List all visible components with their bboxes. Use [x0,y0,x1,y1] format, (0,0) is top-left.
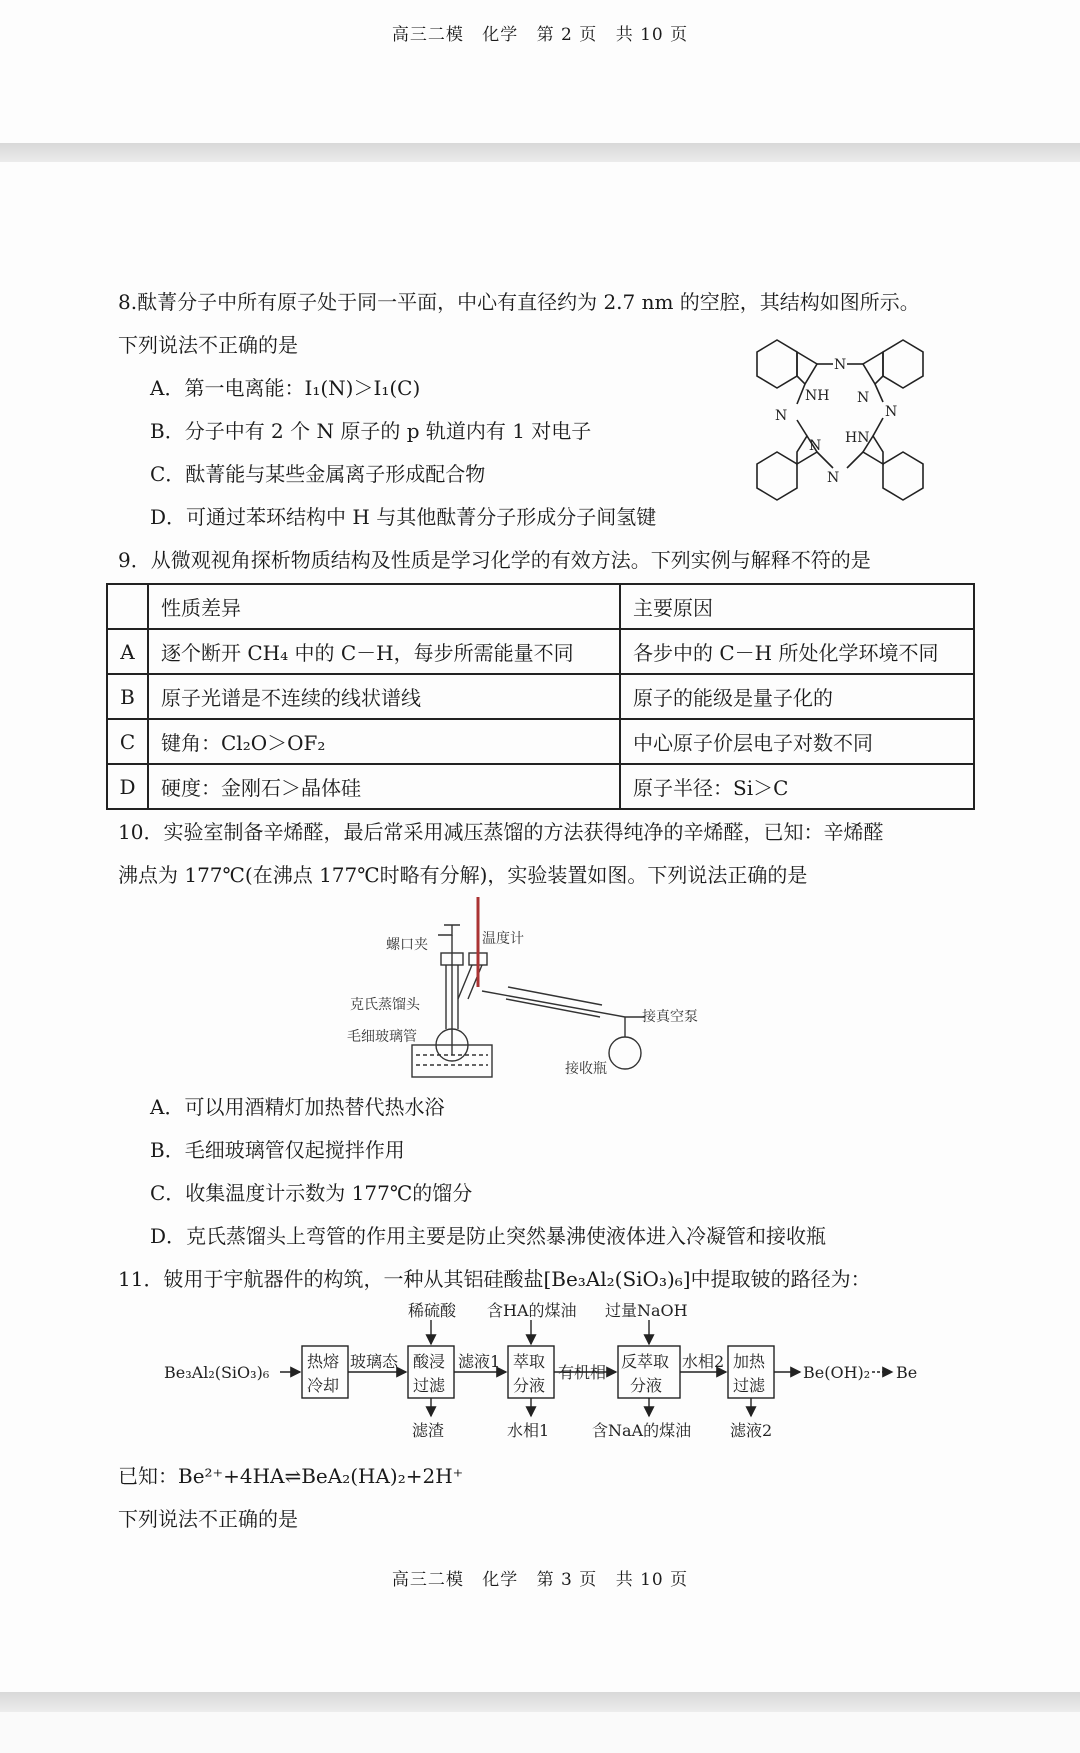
table-header: 性质差异 [148,584,620,629]
flow-box5-line1: 加热 [733,1352,766,1371]
q8-option-d: D．可通过苯环结构中 H 与其他酞菁分子形成分子间氢键 [150,505,657,529]
table-cell-diff: 键角：Cl₂O＞OF₂ [148,719,620,764]
table-cell-key: C [107,719,148,764]
structure-n-top: N [834,357,847,373]
flow-arrow4-label: 水相2 [682,1352,725,1371]
structure-nh: NH [805,388,830,404]
q8-option-b: B．分子中有 2 个 N 原子的 p 轨道内有 1 对电子 [150,419,592,443]
page-divider [0,1692,1080,1712]
q10-option-d: D．克氏蒸馏头上弯管的作用主要是防止突然暴沸使液体进入冷凝管和接收瓶 [150,1224,827,1248]
table-header-row [107,584,974,629]
flow-box1-line1: 热熔 [307,1352,340,1371]
footer-page: 第 3 页 [536,1570,598,1590]
flow-box2-line2: 过滤 [413,1376,446,1395]
table-cell [107,584,148,629]
label-claisen-head: 克氏蒸馏头 [350,997,420,1013]
flow-out4: 含NaA的煤油 [592,1421,692,1440]
table-cell-reason: 中心原子价层电子对数不同 [620,719,974,764]
flow-product: Be(OH)₂ [803,1363,871,1382]
flow-box5-line2: 过滤 [733,1376,766,1395]
page-divider [0,143,1080,163]
q8-stem-line1: 8.酞菁分子中所有原子处于同一平面，中心有直径约为 2.7 nm 的空腔，其结构如图所示。 [118,290,920,314]
phthalocyanine-structure [745,332,935,512]
page-3-footer [0,1565,1080,1590]
flow-out3: 水相1 [507,1421,550,1440]
flow-in3: 含HA的煤油 [487,1301,577,1320]
label-clamp: 螺口夹 [386,937,428,953]
distillation-apparatus [340,895,720,1090]
footer-total: 共 10 页 [615,1570,689,1590]
footer-subject: 化学 [482,25,519,45]
table-cell-reason: 原子的能级是量子化的 [620,674,974,719]
table-row [107,764,974,809]
q8-stem-line2: 下列说法不正确的是 [118,333,298,357]
page-2-footer [0,20,1080,45]
label-vacuum-pump: 接真空泵 [642,1009,698,1025]
table-row [107,629,974,674]
flow-in4: 过量NaOH [605,1301,688,1320]
structure-n-right: N [885,404,898,420]
flow-box3-line1: 萃取 [513,1352,546,1371]
footer-exam: 高三二模 [391,25,464,45]
table-header: 主要原因 [620,584,974,629]
footer-total: 共 10 页 [615,25,689,45]
structure-n-bottom: N [827,470,840,486]
q8-option-c: C．酞菁能与某些金属离子形成配合物 [150,462,486,486]
structure-hn: HN [845,430,870,446]
q9-stem: 9．从微观视角探析物质结构及性质是学习化学的有效方法。下列实例与解释不符的是 [118,548,871,572]
table-cell-diff: 原子光谱是不连续的线状谱线 [148,674,620,719]
flow-box4-line1: 反萃取 [621,1352,670,1371]
q11-known: 已知：Be²⁺+4HA⇌BeA₂(HA)₂+2H⁺ [118,1464,464,1488]
table-cell-diff: 逐个断开 CH₄ 中的 C－H，每步所需能量不同 [148,629,620,674]
table-row [107,674,974,719]
q11-stem: 11．铍用于宇航器件的构筑，一种从其铝硅酸盐[Be₃Al₂(SiO₃)₆]中提取铍的路径为： [118,1267,871,1291]
flow-start: Be₃Al₂(SiO₃)₆ [164,1363,270,1382]
q11-question: 下列说法不正确的是 [118,1507,298,1531]
table-cell-diff: 硬度：金刚石＞晶体硅 [148,764,620,809]
flow-box4-line2: 分液 [630,1376,663,1395]
q10-option-a: A．可以用酒精灯加热替代热水浴 [150,1095,445,1119]
table-cell-key: A [107,629,148,674]
q9-table [106,583,975,810]
table-cell-key: B [107,674,148,719]
table-cell-key: D [107,764,148,809]
flow-out5: 滤液2 [730,1421,773,1440]
flow-box3-line2: 分液 [513,1376,546,1395]
q10-option-c: C．收集温度计示数为 177℃的馏分 [150,1181,473,1205]
q10-stem-line2: 沸点为 177℃(在沸点 177℃时略有分解)，实验装置如图。下列说法正确的是 [118,863,808,887]
page-4-top [0,1712,1080,1753]
flow-arrow2-label: 滤液1 [458,1352,501,1371]
structure-n-left: N [775,408,788,424]
flow-arrow3-label: 有机相 [558,1363,607,1382]
label-thermometer: 温度计 [482,931,524,947]
label-capillary: 毛细玻璃管 [347,1029,417,1045]
flow-in2: 稀硫酸 [408,1301,457,1320]
q10-option-b: B．毛细玻璃管仅起搅拌作用 [150,1138,405,1162]
flow-arrow1-label: 玻璃态 [350,1352,399,1371]
label-receiver: 接收瓶 [565,1061,607,1077]
structure-n-right-inner: N [857,390,870,406]
footer-exam: 高三二模 [391,1570,464,1590]
footer-subject: 化学 [482,1570,519,1590]
flow-box1-line2: 冷却 [307,1376,340,1395]
q10-stem-line1: 10．实验室制备辛烯醛，最后常采用减压蒸馏的方法获得纯净的辛烯醛，已知：辛烯醛 [118,820,884,844]
table-cell-reason: 原子半径：Si＞C [620,764,974,809]
flow-final: Be [896,1363,918,1382]
extraction-flowchart [160,1296,930,1446]
flow-out2: 滤渣 [412,1421,445,1440]
flow-box2-line1: 酸浸 [413,1352,446,1371]
structure-n-left-inner: N [809,438,822,454]
table-cell-reason: 各步中的 C－H 所处化学环境不同 [620,629,974,674]
footer-page: 第 2 页 [536,25,598,45]
table-row [107,719,974,764]
q8-option-a: A．第一电离能：I₁(N)＞I₁(C) [150,376,421,400]
